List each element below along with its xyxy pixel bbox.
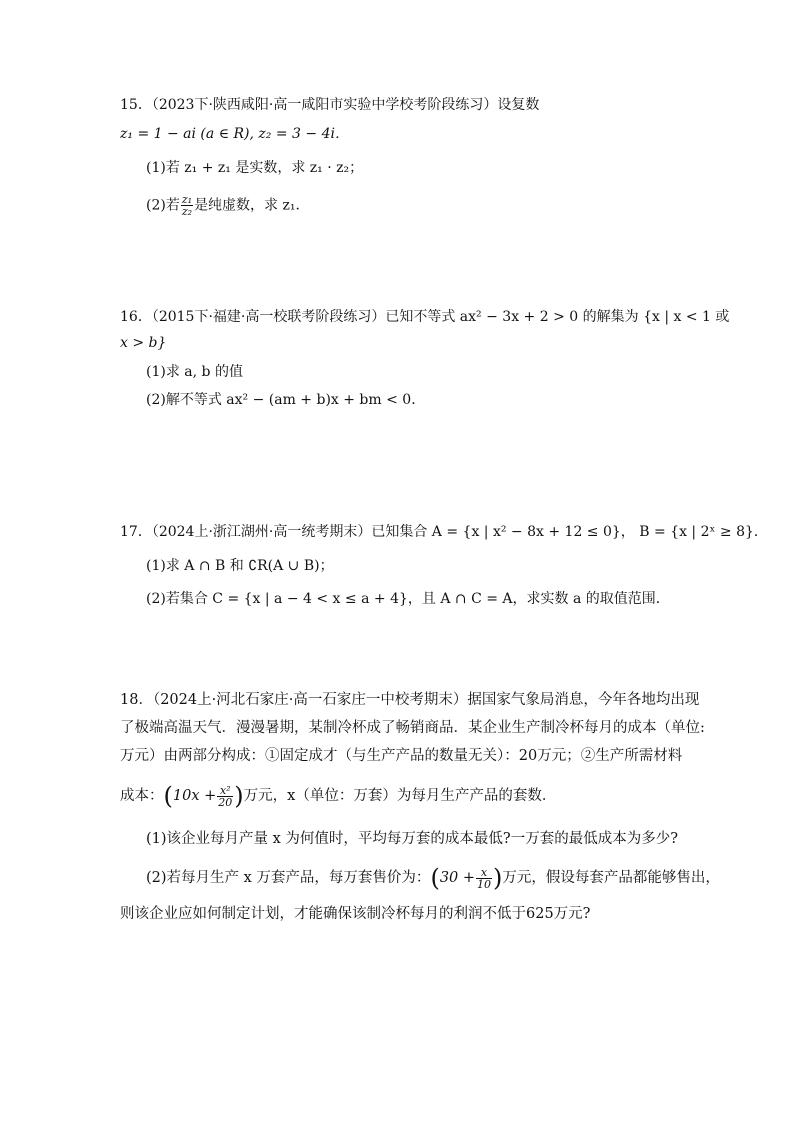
- fraction: [476, 867, 492, 890]
- problem-17-part-2: (2)若集合 C = {x | a − 4 < x ≤ a + 4}，且 A ∩ C = A，求实数 a 的取值范围．: [146, 591, 670, 607]
- problem-text: 已知集合 A = {x | x² − 8x + 12 ≤ 0}， B = {x | 2ˣ ≥ 8}．: [371, 524, 768, 540]
- problem-text: 据国家气象局消息，今年各地均出现: [467, 692, 700, 708]
- part-text: 是纯虚数，求 z₁．: [194, 197, 310, 214]
- problem-source: （2023下·陕西咸阳·高一咸阳市实验中学校考阶段练习）: [151, 97, 498, 113]
- problem-source: （2024上·浙江湖州·高一统考期末）: [151, 524, 372, 540]
- expression: 10x +: [172, 788, 217, 804]
- problem-17-header: [120, 522, 768, 542]
- problem-18-line-3: 万元）由两部分构成：①固定成才（与生产产品的数量无关）：20万元；②生产所需材料: [120, 748, 683, 764]
- problem-source: （2015下·福建·高一校联考阶段练习）: [151, 309, 386, 325]
- part-label: (2)若: [146, 197, 180, 214]
- problem-18-part-1: (1)该企业每月产量 x 为何值时，平均每万套的成本最低?一万套的最低成本为多少?: [146, 831, 678, 847]
- fraction-denominator: 20: [218, 795, 233, 809]
- problem-16-part-1: (1)求 a, b 的值: [146, 364, 243, 380]
- problem-18-line-4: 成本：(10x + $\frac{\text{x²}}{20}$ )万元，x（单位：万套）为每月生产产品的套数．: [120, 782, 557, 810]
- problem-16-part-2: (2)解不等式 ax² − (am + b)x + bm < 0．: [146, 392, 426, 408]
- problem-18-part-2: (2)若每月生产 x 万套产品，每万套售价为：(30 + $\frac{x}{10}$ )万元，假设每套产品都能够售出，: [146, 864, 720, 892]
- fraction-denominator: 10: [477, 877, 492, 891]
- fraction: [181, 194, 193, 217]
- problem-15-line-2: z₁ = 1 − ai (a ∈ R), z₂ = 3 − 4i．: [120, 126, 349, 142]
- problem-number: 17．: [120, 524, 152, 540]
- problem-18-line-last: 则该企业应如何制定计划，才能确保该制冷杯每月的利润不低于625万元?: [120, 906, 591, 922]
- problem-text: 设复数: [497, 97, 540, 113]
- line-text: 成本：: [120, 788, 164, 804]
- part-text: 万元，假设每套产品都能够售出，: [502, 870, 720, 886]
- problem-number: 18．: [120, 692, 153, 708]
- problem-18-line-2: 了极端高温天气．漫漫暑期，某制冷杯成了畅销商品．某企业生产制冷杯每月的成本（单位:: [120, 720, 705, 736]
- part-text: (2)若每月生产 x 万套产品，每万套售价为：: [146, 870, 431, 886]
- fraction-numerator: x²: [217, 785, 233, 797]
- fraction: [217, 785, 233, 808]
- fraction-numerator: z₁: [181, 193, 193, 206]
- expression: 30 +: [439, 870, 476, 886]
- fraction-denominator: z₂: [181, 205, 193, 218]
- problem-text: 已知不等式 ax² − 3x + 2 > 0 的解集为 {x | x < 1 或: [385, 309, 730, 325]
- problem-17-part-1: (1)求 A ∩ B 和 ∁R(A ∪ B)；: [146, 558, 334, 574]
- problem-number: 16．: [120, 309, 152, 325]
- problem-source: （2024上·河北石家庄·高一石家庄一中校考期末）: [152, 692, 468, 708]
- problem-15-part-1: (1)若 z₁ + z₁ 是实数，求 z₁ · z₂；: [146, 160, 364, 176]
- problem-number: 15．: [120, 97, 152, 113]
- problem-18-header: [120, 690, 699, 710]
- problem-15-part-2: [146, 194, 310, 217]
- problem-16-line-2: x > b}: [120, 335, 167, 351]
- problem-15-header: [120, 95, 539, 115]
- problem-16-header: [120, 307, 729, 327]
- fraction-numerator: x: [476, 867, 492, 879]
- line-text: 万元，x（单位：万套）为每月生产产品的套数．: [243, 788, 557, 804]
